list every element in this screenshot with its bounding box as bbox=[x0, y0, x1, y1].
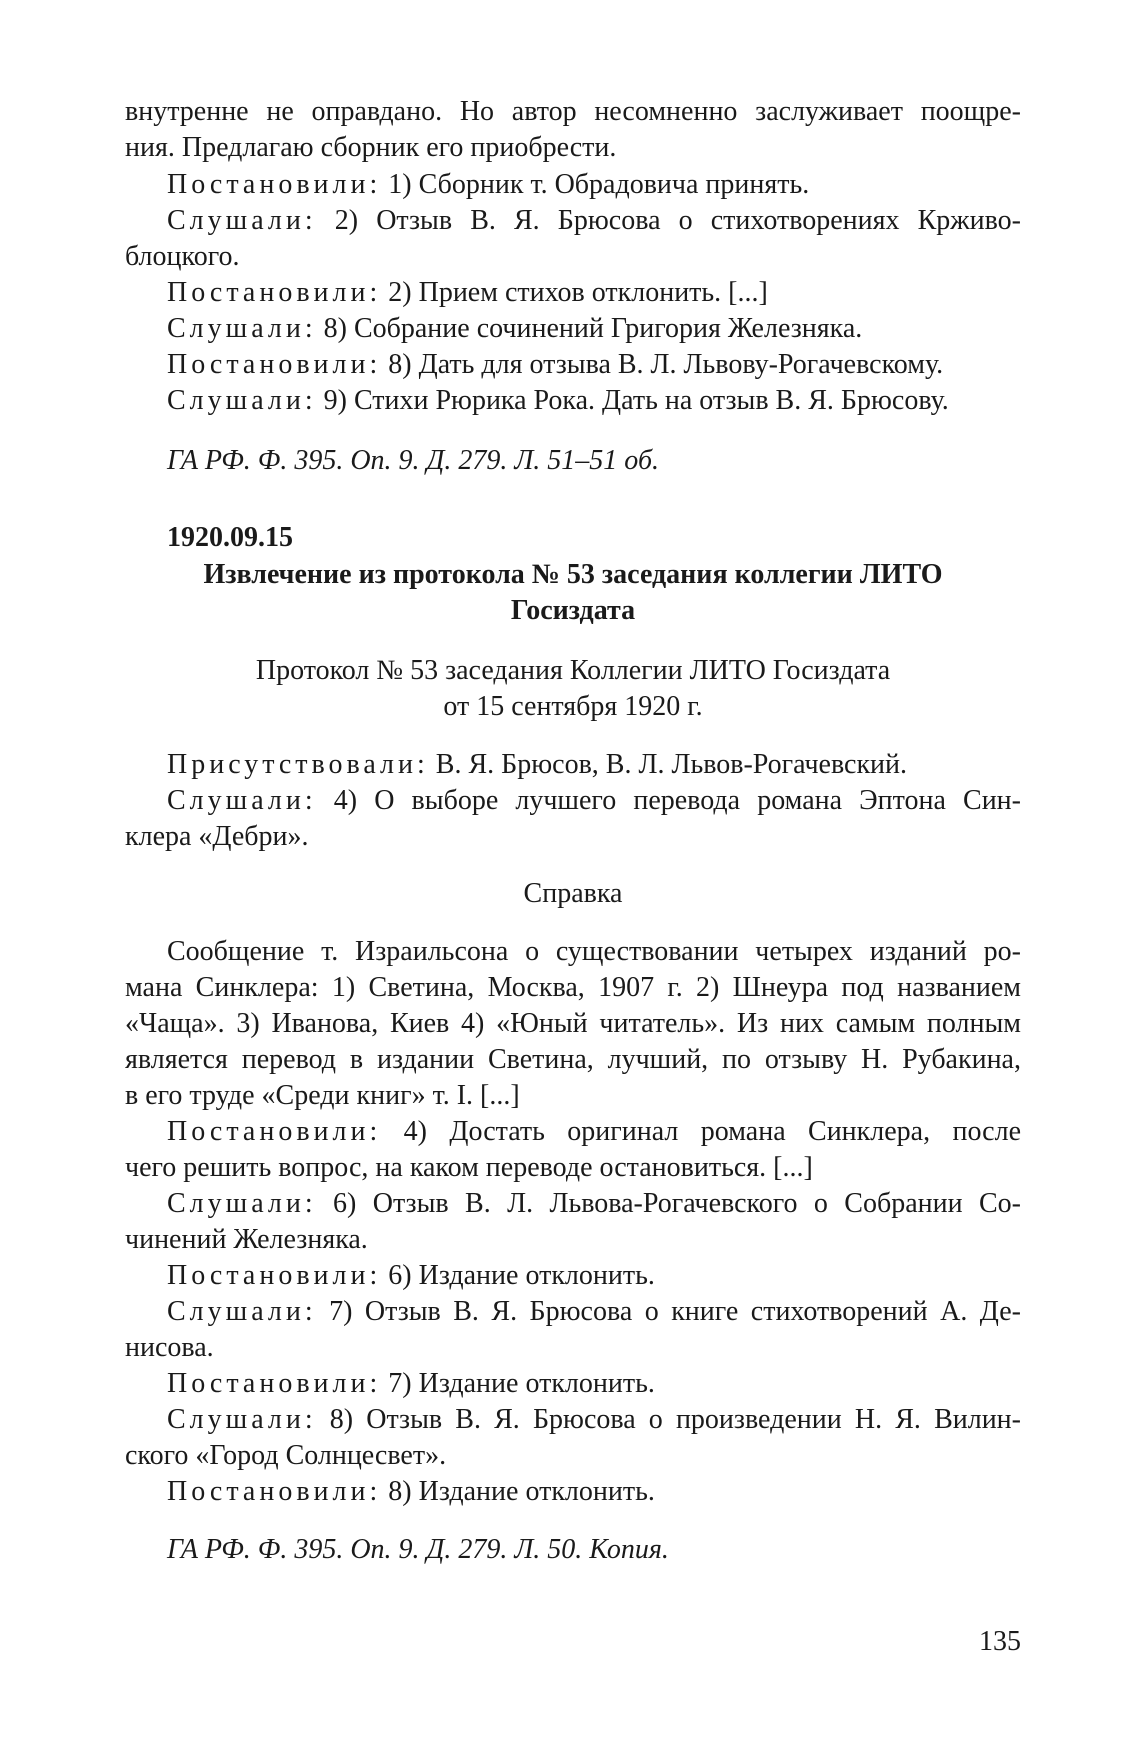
entry-text: 1) Сборник т. Обрадовича принять. bbox=[381, 169, 810, 200]
decision-entry bbox=[167, 1366, 1021, 1402]
entry-label: Постановили: bbox=[167, 277, 382, 308]
entry-label: Слушали: bbox=[167, 785, 317, 816]
entry-label: Постановили: bbox=[167, 1260, 382, 1291]
hearing-entry bbox=[167, 311, 1021, 347]
decision-entry bbox=[167, 167, 1021, 203]
hearing-entry bbox=[167, 783, 1021, 819]
document-title: Извлечение из протокола № 53 заседания коллегии ЛИТО bbox=[203, 559, 943, 590]
entry-label: Слушали: bbox=[167, 1296, 317, 1327]
entry-text: 2) Отзыв В. Я. Брюсова о стихотворениях Крживо- bbox=[316, 205, 1021, 236]
hearing-entry bbox=[167, 383, 1021, 419]
hearing-entry bbox=[167, 1186, 1021, 1222]
entry-continuation: ского «Город Солнцесвет». bbox=[125, 1440, 447, 1471]
spravka-heading: Справка bbox=[523, 878, 623, 909]
document-date: 1920.09.15 bbox=[167, 522, 293, 553]
entry-label: Присутствовали: bbox=[167, 749, 429, 780]
document-subtitle: от 15 сентября 1920 г. bbox=[443, 691, 703, 722]
entry-label: Постановили: bbox=[167, 1476, 382, 1507]
entry-label: Постановили: bbox=[167, 349, 382, 380]
entry-label: Постановили: bbox=[167, 1116, 382, 1147]
entry-label: Слушали: bbox=[167, 385, 317, 416]
archive-source: ГА РФ. Ф. 395. Оп. 9. Д. 279. Л. 51–51 об. bbox=[167, 445, 660, 476]
page-number: 135 bbox=[979, 1626, 1021, 1657]
paragraph-line: ния. Предлагаю сборник его приобрести. bbox=[125, 132, 617, 163]
spravka-line: Сообщение т. Израильсона о существовании четырех изданий ро- bbox=[167, 936, 1021, 967]
paragraph-line: внутренне не оправдано. Но автор несомненно заслуживает поощре- bbox=[125, 96, 1021, 127]
entry-continuation: чего решить вопрос, на каком переводе остановиться. [...] bbox=[125, 1152, 813, 1183]
entry-continuation: клера «Дебри». bbox=[125, 821, 309, 852]
hearing-entry bbox=[167, 1294, 1021, 1330]
entry-label: Слушали: bbox=[167, 313, 317, 344]
entry-continuation: нисова. bbox=[125, 1332, 214, 1363]
entry-text: 8) Издание отклонить. bbox=[381, 1476, 655, 1507]
entry-text: 8) Отзыв В. Я. Брюсова о произведении Н. Я. Вилин- bbox=[316, 1404, 1021, 1435]
entry-label: Постановили: bbox=[167, 169, 382, 200]
entry-text: 2) Прием стихов отклонить. [...] bbox=[381, 277, 768, 308]
decision-entry bbox=[167, 347, 1021, 383]
entry-text: 4) Достать оригинал романа Синклера, после bbox=[381, 1116, 1021, 1147]
spravka-line: мана Синклера: 1) Светина, Москва, 1907 г. 2) Шнеура под названием bbox=[125, 972, 1021, 1003]
decision-entry bbox=[167, 1114, 1021, 1150]
spravka-line: является перевод в издании Светина, лучший, по отзыву Н. Рубакина, bbox=[125, 1044, 1021, 1075]
entry-text: В. Я. Брюсов, В. Л. Львов-Рогачевский. bbox=[428, 749, 908, 780]
entry-text: 7) Издание отклонить. bbox=[381, 1368, 655, 1399]
entry-text: 6) Издание отклонить. bbox=[381, 1260, 655, 1291]
entry-label: Слушали: bbox=[167, 1188, 317, 1219]
entry-label: Слушали: bbox=[167, 205, 317, 236]
hearing-entry bbox=[167, 203, 1021, 239]
entry-label: Постановили: bbox=[167, 1368, 382, 1399]
present-entry bbox=[167, 747, 1021, 783]
entry-continuation: блоцкого. bbox=[125, 241, 240, 272]
document-subtitle: Протокол № 53 заседания Коллегии ЛИТО Госиздата bbox=[255, 655, 891, 686]
entry-text: 6) Отзыв В. Л. Львова-Рогачевского о Собрании Со- bbox=[316, 1188, 1021, 1219]
entry-continuation: чинений Железняка. bbox=[125, 1224, 368, 1255]
spravka-line: «Чаща». 3) Иванова, Киев 4) «Юный читатель». Из них самым полным bbox=[125, 1008, 1021, 1039]
entry-text: 7) Отзыв В. Я. Брюсова о книге стихотворений А. Де- bbox=[316, 1296, 1021, 1327]
decision-entry bbox=[167, 275, 1021, 311]
entry-text: 8) Дать для отзыва В. Л. Львову-Рогачевскому. bbox=[381, 349, 944, 380]
archive-source: ГА РФ. Ф. 395. Оп. 9. Д. 279. Л. 50. Копия. bbox=[167, 1534, 669, 1565]
spravka-line: в его труде «Среди книг» т. I. [...] bbox=[125, 1080, 520, 1111]
document-title: Госиздата bbox=[510, 595, 636, 626]
decision-entry bbox=[167, 1258, 1021, 1294]
entry-text: 8) Собрание сочинений Григория Железняка. bbox=[316, 313, 863, 344]
entry-label: Слушали: bbox=[167, 1404, 317, 1435]
decision-entry bbox=[167, 1474, 1021, 1510]
entry-text: 4) О выборе лучшего перевода романа Эптона Син- bbox=[316, 785, 1021, 816]
hearing-entry bbox=[167, 1402, 1021, 1438]
entry-text: 9) Стихи Рюрика Рока. Дать на отзыв В. Я. Брюсову. bbox=[316, 385, 949, 416]
